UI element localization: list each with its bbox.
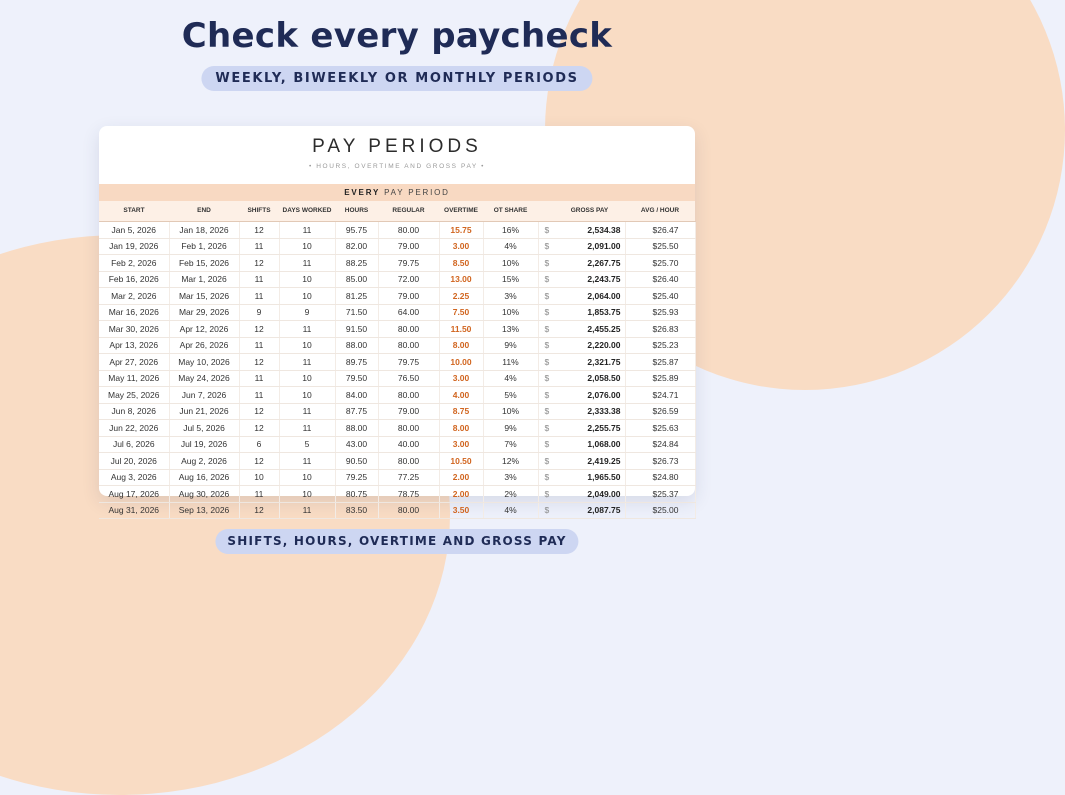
section-band: [99, 184, 695, 201]
cell-end: Mar 15, 2026: [169, 288, 239, 305]
cell-days-worked: 10: [279, 387, 335, 404]
cell-avg-hour: $26.83: [625, 321, 695, 338]
col-gross-pay: GROSS PAY: [554, 201, 625, 222]
cell-overtime: 2.25: [439, 288, 483, 305]
cell-hours: 79.25: [335, 469, 378, 486]
cell-shifts: 12: [239, 420, 279, 437]
cell-end: Aug 2, 2026: [169, 453, 239, 470]
table-body: [99, 222, 695, 519]
cell-end: Aug 30, 2026: [169, 486, 239, 503]
table-row: [99, 502, 695, 519]
cell-regular: 80.00: [378, 321, 439, 338]
cell-hours: 91.50: [335, 321, 378, 338]
cell-regular: 64.00: [378, 304, 439, 321]
cell-ot-share: 3%: [483, 469, 538, 486]
cell-start: Apr 27, 2026: [99, 354, 169, 371]
cell-days-worked: 11: [279, 502, 335, 519]
cell-start: Mar 16, 2026: [99, 304, 169, 321]
cell-regular: 79.00: [378, 288, 439, 305]
cell-start: Aug 17, 2026: [99, 486, 169, 503]
cell-hours: 88.25: [335, 255, 378, 272]
cell-overtime: 3.00: [439, 436, 483, 453]
cell-regular: 40.00: [378, 436, 439, 453]
cell-avg-hour: $25.70: [625, 255, 695, 272]
cell-overtime: 13.00: [439, 271, 483, 288]
cell-hours: 89.75: [335, 354, 378, 371]
cell-shifts: 11: [239, 486, 279, 503]
cell-end: May 10, 2026: [169, 354, 239, 371]
cell-days-worked: 10: [279, 288, 335, 305]
cell-end: Jun 21, 2026: [169, 403, 239, 420]
cell-days-worked: 10: [279, 370, 335, 387]
cell-overtime: 8.00: [439, 420, 483, 437]
col-days-worked: DAYS WORKED: [279, 201, 335, 222]
cell-avg-hour: $25.00: [625, 502, 695, 519]
cell-regular: 79.75: [378, 354, 439, 371]
cell-avg-hour: $25.87: [625, 354, 695, 371]
cell-overtime: 15.75: [439, 222, 483, 239]
col-hours: HOURS: [335, 201, 378, 222]
cell-overtime: 11.50: [439, 321, 483, 338]
cell-days-worked: 10: [279, 469, 335, 486]
table-row: [99, 304, 695, 321]
cell-avg-hour: $24.84: [625, 436, 695, 453]
cell-end: Apr 12, 2026: [169, 321, 239, 338]
cell-shifts: 12: [239, 354, 279, 371]
cell-start: Feb 16, 2026: [99, 271, 169, 288]
cell-hours: 82.00: [335, 238, 378, 255]
table-row: [99, 288, 695, 305]
table-row: [99, 403, 695, 420]
cell-days-worked: 11: [279, 222, 335, 239]
col-avg-hour: AVG / HOUR: [625, 201, 695, 222]
cell-currency: $: [538, 222, 554, 239]
cell-hours: 83.50: [335, 502, 378, 519]
cell-gross-pay: 2,091.00: [554, 238, 625, 255]
cell-end: Mar 29, 2026: [169, 304, 239, 321]
cell-shifts: 11: [239, 337, 279, 354]
cell-avg-hour: $26.73: [625, 453, 695, 470]
cell-ot-share: 10%: [483, 403, 538, 420]
cell-avg-hour: $25.89: [625, 370, 695, 387]
bottom-pill: SHIFTS, HOURS, OVERTIME AND GROSS PAY: [215, 529, 578, 554]
cell-currency: $: [538, 354, 554, 371]
cell-avg-hour: $26.59: [625, 403, 695, 420]
cell-start: Jul 20, 2026: [99, 453, 169, 470]
cell-currency: $: [538, 403, 554, 420]
cell-regular: 79.75: [378, 255, 439, 272]
cell-shifts: 12: [239, 222, 279, 239]
cell-gross-pay: 2,267.75: [554, 255, 625, 272]
cell-regular: 80.00: [378, 337, 439, 354]
cell-avg-hour: $26.47: [625, 222, 695, 239]
col-overtime: OVERTIME: [439, 201, 483, 222]
cell-ot-share: 10%: [483, 255, 538, 272]
cell-ot-share: 15%: [483, 271, 538, 288]
cell-start: Jun 8, 2026: [99, 403, 169, 420]
cell-currency: $: [538, 502, 554, 519]
table-row: [99, 238, 695, 255]
cell-overtime: 3.00: [439, 238, 483, 255]
cell-avg-hour: $26.40: [625, 271, 695, 288]
cell-overtime: 3.00: [439, 370, 483, 387]
cell-ot-share: 2%: [483, 486, 538, 503]
cell-gross-pay: 2,534.38: [554, 222, 625, 239]
cell-start: Aug 3, 2026: [99, 469, 169, 486]
cell-days-worked: 11: [279, 420, 335, 437]
cell-shifts: 11: [239, 370, 279, 387]
cell-gross-pay: 2,087.75: [554, 502, 625, 519]
cell-regular: 80.00: [378, 387, 439, 404]
cell-end: Jul 5, 2026: [169, 420, 239, 437]
cell-shifts: 10: [239, 469, 279, 486]
cell-overtime: 3.50: [439, 502, 483, 519]
cell-gross-pay: 2,058.50: [554, 370, 625, 387]
cell-avg-hour: $24.80: [625, 469, 695, 486]
cell-ot-share: 13%: [483, 321, 538, 338]
table-row: [99, 255, 695, 272]
cell-hours: 87.75: [335, 403, 378, 420]
cell-currency: $: [538, 238, 554, 255]
cell-currency: $: [538, 271, 554, 288]
cell-currency: $: [538, 420, 554, 437]
col-regular: REGULAR: [378, 201, 439, 222]
cell-avg-hour: $25.23: [625, 337, 695, 354]
cell-regular: 76.50: [378, 370, 439, 387]
cell-gross-pay: 2,455.25: [554, 321, 625, 338]
cell-end: May 24, 2026: [169, 370, 239, 387]
cell-regular: 79.00: [378, 403, 439, 420]
cell-hours: 43.00: [335, 436, 378, 453]
cell-end: Feb 1, 2026: [169, 238, 239, 255]
cell-ot-share: 12%: [483, 453, 538, 470]
cell-ot-share: 4%: [483, 238, 538, 255]
cell-ot-share: 7%: [483, 436, 538, 453]
cell-currency: $: [538, 304, 554, 321]
cell-gross-pay: 2,049.00: [554, 486, 625, 503]
cell-start: Mar 30, 2026: [99, 321, 169, 338]
cell-overtime: 7.50: [439, 304, 483, 321]
cell-days-worked: 9: [279, 304, 335, 321]
cell-ot-share: 3%: [483, 288, 538, 305]
cell-overtime: 10.00: [439, 354, 483, 371]
cell-avg-hour: $25.40: [625, 288, 695, 305]
col-ot-share: OT SHARE: [483, 201, 538, 222]
cell-gross-pay: 2,255.75: [554, 420, 625, 437]
card-title: PAY PERIODS: [312, 136, 482, 157]
cell-overtime: 2.00: [439, 469, 483, 486]
cell-days-worked: 5: [279, 436, 335, 453]
cell-overtime: 10.50: [439, 453, 483, 470]
cell-start: Mar 2, 2026: [99, 288, 169, 305]
cell-overtime: 4.00: [439, 387, 483, 404]
cell-start: May 25, 2026: [99, 387, 169, 404]
cell-days-worked: 10: [279, 238, 335, 255]
cell-end: Jul 19, 2026: [169, 436, 239, 453]
cell-regular: 79.00: [378, 238, 439, 255]
cell-start: Jan 5, 2026: [99, 222, 169, 239]
table-row: [99, 321, 695, 338]
cell-hours: 88.00: [335, 420, 378, 437]
cell-days-worked: 11: [279, 321, 335, 338]
band-bold: EVERY: [344, 188, 381, 197]
cell-start: Feb 2, 2026: [99, 255, 169, 272]
table-row: [99, 436, 695, 453]
cell-gross-pay: 2,064.00: [554, 288, 625, 305]
cell-overtime: 8.00: [439, 337, 483, 354]
table-row: [99, 222, 695, 239]
cell-avg-hour: $24.71: [625, 387, 695, 404]
cell-shifts: 11: [239, 271, 279, 288]
cell-regular: 80.00: [378, 453, 439, 470]
cell-shifts: 12: [239, 255, 279, 272]
table-row: [99, 271, 695, 288]
cell-currency: $: [538, 453, 554, 470]
pay-periods-table: [99, 201, 696, 519]
cell-avg-hour: $25.37: [625, 486, 695, 503]
cell-currency: $: [538, 370, 554, 387]
cell-hours: 84.00: [335, 387, 378, 404]
cell-currency: $: [538, 321, 554, 338]
cell-overtime: 8.50: [439, 255, 483, 272]
cell-avg-hour: $25.50: [625, 238, 695, 255]
cell-regular: 77.25: [378, 469, 439, 486]
cell-end: Jan 18, 2026: [169, 222, 239, 239]
cell-avg-hour: $25.63: [625, 420, 695, 437]
cell-currency: $: [538, 337, 554, 354]
cell-hours: 88.00: [335, 337, 378, 354]
cell-shifts: 12: [239, 321, 279, 338]
cell-currency: $: [538, 288, 554, 305]
cell-hours: 90.50: [335, 453, 378, 470]
cell-gross-pay: 2,243.75: [554, 271, 625, 288]
table-row: [99, 370, 695, 387]
cell-days-worked: 11: [279, 354, 335, 371]
table-row: [99, 420, 695, 437]
pay-periods-card: [99, 126, 695, 516]
cell-hours: 80.75: [335, 486, 378, 503]
cell-shifts: 12: [239, 453, 279, 470]
cell-currency: $: [538, 486, 554, 503]
cell-days-worked: 11: [279, 453, 335, 470]
cell-shifts: 9: [239, 304, 279, 321]
table-row: [99, 387, 695, 404]
cell-days-worked: 10: [279, 486, 335, 503]
cell-ot-share: 5%: [483, 387, 538, 404]
cell-gross-pay: 1,853.75: [554, 304, 625, 321]
cell-avg-hour: $25.93: [625, 304, 695, 321]
cell-ot-share: 4%: [483, 370, 538, 387]
headline: Check every paycheck: [181, 16, 613, 56]
cell-shifts: 6: [239, 436, 279, 453]
card-subtitle: • HOURS, OVERTIME AND GROSS PAY •: [308, 163, 486, 170]
cell-hours: 79.50: [335, 370, 378, 387]
cell-regular: 80.00: [378, 420, 439, 437]
col-currency: [538, 201, 554, 222]
cell-gross-pay: 1,965.50: [554, 469, 625, 486]
cell-ot-share: 16%: [483, 222, 538, 239]
cell-start: Jan 19, 2026: [99, 238, 169, 255]
cell-currency: $: [538, 469, 554, 486]
header-row: [99, 201, 695, 222]
cell-hours: 95.75: [335, 222, 378, 239]
cell-end: Aug 16, 2026: [169, 469, 239, 486]
table-row: [99, 337, 695, 354]
cell-hours: 85.00: [335, 271, 378, 288]
cell-gross-pay: 1,068.00: [554, 436, 625, 453]
cell-regular: 78.75: [378, 486, 439, 503]
cell-regular: 72.00: [378, 271, 439, 288]
cell-days-worked: 11: [279, 403, 335, 420]
cell-hours: 71.50: [335, 304, 378, 321]
cell-ot-share: 10%: [483, 304, 538, 321]
cell-shifts: 11: [239, 387, 279, 404]
cell-hours: 81.25: [335, 288, 378, 305]
cell-end: Apr 26, 2026: [169, 337, 239, 354]
cell-gross-pay: 2,220.00: [554, 337, 625, 354]
cell-ot-share: 4%: [483, 502, 538, 519]
cell-end: Sep 13, 2026: [169, 502, 239, 519]
cell-start: Jun 22, 2026: [99, 420, 169, 437]
col-shifts: SHIFTS: [239, 201, 279, 222]
cell-ot-share: 9%: [483, 337, 538, 354]
cell-currency: $: [538, 255, 554, 272]
cell-shifts: 11: [239, 288, 279, 305]
top-pill: WEEKLY, BIWEEKLY OR MONTHLY PERIODS: [201, 66, 592, 91]
cell-currency: $: [538, 387, 554, 404]
cell-shifts: 12: [239, 403, 279, 420]
table-row: [99, 469, 695, 486]
cell-regular: 80.00: [378, 222, 439, 239]
cell-end: Feb 15, 2026: [169, 255, 239, 272]
cell-overtime: 8.75: [439, 403, 483, 420]
cell-start: Aug 31, 2026: [99, 502, 169, 519]
cell-end: Jun 7, 2026: [169, 387, 239, 404]
cell-days-worked: 10: [279, 337, 335, 354]
table-row: [99, 453, 695, 470]
cell-end: Mar 1, 2026: [169, 271, 239, 288]
cell-shifts: 11: [239, 238, 279, 255]
cell-shifts: 12: [239, 502, 279, 519]
cell-gross-pay: 2,321.75: [554, 354, 625, 371]
table-row: [99, 486, 695, 503]
col-end: END: [169, 201, 239, 222]
cell-overtime: 2.00: [439, 486, 483, 503]
cell-ot-share: 11%: [483, 354, 538, 371]
col-start: START: [99, 201, 169, 222]
cell-start: Apr 13, 2026: [99, 337, 169, 354]
table-row: [99, 354, 695, 371]
band-rest: PAY PERIOD: [380, 188, 450, 197]
cell-regular: 80.00: [378, 502, 439, 519]
cell-days-worked: 10: [279, 271, 335, 288]
cell-days-worked: 11: [279, 255, 335, 272]
cell-ot-share: 9%: [483, 420, 538, 437]
cell-gross-pay: 2,333.38: [554, 403, 625, 420]
cell-currency: $: [538, 436, 554, 453]
cell-start: May 11, 2026: [99, 370, 169, 387]
cell-gross-pay: 2,076.00: [554, 387, 625, 404]
cell-start: Jul 6, 2026: [99, 436, 169, 453]
cell-gross-pay: 2,419.25: [554, 453, 625, 470]
